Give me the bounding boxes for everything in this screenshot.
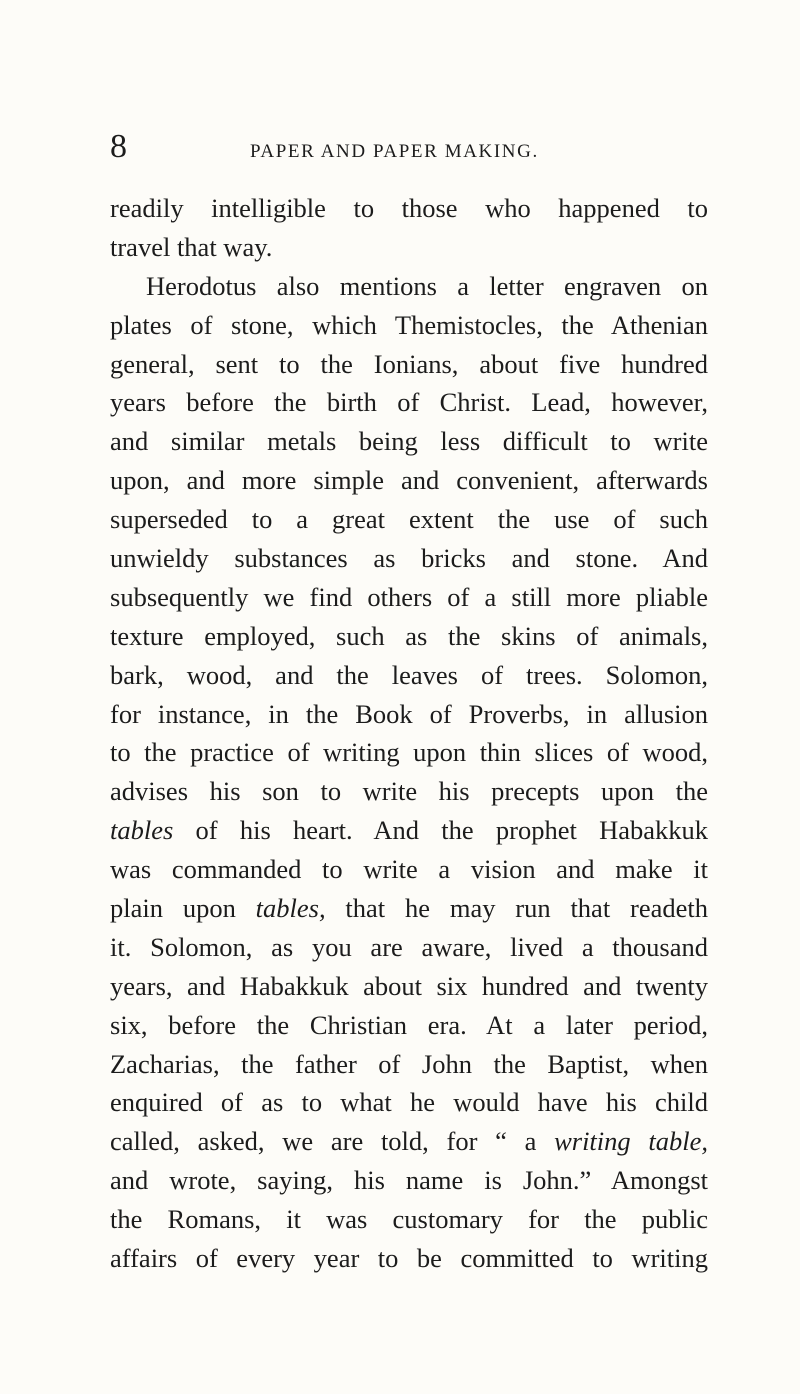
text-segment: and wrote, saying, his name is John.” Amongst — [110, 1165, 708, 1196]
text-segment: that he may run that readeth — [325, 893, 708, 924]
text-segment: it. Solomon, as you are aware, lived a thousand — [110, 931, 708, 962]
text-line — [110, 189, 708, 228]
text-segment: affairs of every year to be committed to writing — [110, 1243, 708, 1274]
italic-text: tables, — [255, 893, 326, 924]
text-segment: called, asked, we are told, for “ a — [110, 1126, 555, 1157]
text-segment: Zacharias, the father of John the Baptist, when — [110, 1048, 708, 1079]
text-line — [110, 267, 708, 306]
text-line — [110, 383, 708, 422]
text-segment: texture employed, such as the skins of animals, — [110, 620, 708, 651]
text-segment: readily intelligible to those who happened to — [110, 193, 708, 223]
text-segment: general, sent to the Ionians, about five hundred — [110, 348, 708, 379]
text-segment: plates of stone, which Themistocles, the Athenian — [110, 309, 708, 340]
page-number: 8 — [110, 128, 127, 165]
text-line — [110, 617, 708, 656]
text-line — [110, 539, 708, 578]
text-line — [110, 1045, 708, 1084]
text-line — [110, 345, 708, 384]
text-line — [110, 1161, 708, 1200]
text-line — [110, 1200, 708, 1239]
text-line — [110, 422, 708, 461]
text-line — [110, 889, 708, 928]
text-line — [110, 461, 708, 500]
text-line — [110, 500, 708, 539]
italic-text: writing table, — [554, 1126, 708, 1157]
text-segment: plain upon — [110, 893, 256, 924]
text-segment: for instance, in the Book of Proverbs, in allusion — [110, 698, 708, 729]
text-line — [110, 578, 708, 617]
text-segment: of his heart. And the prophet Habakkuk — [173, 815, 708, 846]
text-line — [110, 1239, 708, 1278]
text-line — [110, 928, 708, 967]
text-line — [110, 656, 708, 695]
running-title: PAPER AND PAPER MAKING. — [250, 141, 539, 162]
text-segment: enquired of as to what he would have his child — [110, 1087, 708, 1118]
italic-text: tables — [110, 815, 174, 846]
text-segment: and similar metals being less difficult to write — [110, 426, 708, 457]
text-segment: advises his son to write his precepts upon the — [110, 776, 708, 807]
text-segment: upon, and more simple and convenient, afterwards — [110, 465, 708, 496]
text-line — [110, 695, 708, 734]
text-segment: to the practice of writing upon thin slices of wood, — [110, 737, 708, 768]
text-line — [110, 967, 708, 1006]
text-line — [110, 772, 708, 811]
text-segment: Herodotus also mentions a letter engraven on — [146, 270, 708, 301]
text-segment: superseded to a great extent the use of such — [110, 504, 708, 535]
text-line — [110, 1083, 708, 1122]
text-line — [110, 850, 708, 889]
text-segment: travel that way. — [110, 231, 273, 262]
text-line — [110, 306, 708, 345]
text-line — [110, 228, 708, 267]
text-line — [110, 1122, 708, 1161]
body-text — [110, 189, 708, 1278]
text-segment: the Romans, it was customary for the public — [110, 1204, 708, 1235]
text-segment: subsequently we find others of a still more pliable — [110, 581, 708, 612]
text-segment: years, and Habakkuk about six hundred and twenty — [110, 970, 708, 1001]
text-line — [110, 1006, 708, 1045]
text-segment: unwieldy substances as bricks and stone. And — [110, 543, 708, 574]
text-segment: six, before the Christian era. At a later period, — [110, 1009, 708, 1040]
text-line — [110, 733, 708, 772]
text-segment: bark, wood, and the leaves of trees. Solomon, — [110, 659, 708, 690]
text-line — [110, 811, 708, 850]
text-segment: was commanded to write a vision and make it — [110, 854, 708, 885]
text-segment: years before the birth of Christ. Lead, however, — [110, 387, 708, 418]
